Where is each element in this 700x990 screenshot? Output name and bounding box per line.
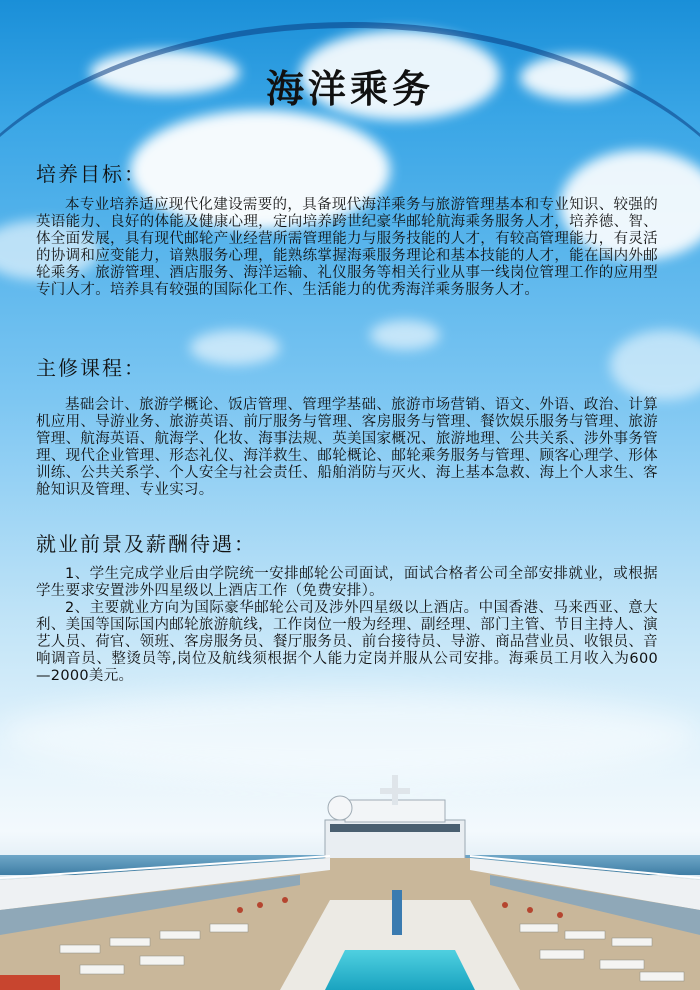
cruise-ship-image: [0, 760, 700, 990]
section-body-employment: [36, 566, 658, 685]
paragraph: 基础会计、旅游学概论、饭店管理、管理学基础、旅游市场营销、语文、外语、政治、计算机应用、导游业务、旅游英语、前厅服务与管理、客房服务与管理、餐饮娱乐服务与管理、旅游管理、航海英语、航海学、化妆、海事法规、英美国家概况、旅游地理、公共关系、涉外事务管理、现代企业管理、形态礼仪、海洋救生、邮轮概论、邮轮乘务服务与管理、顾客心理学、形体训练、公共关系学、个人安全与社会责任、船舶消防与灭火、海上基本急救、海上个人求生、客舱知识及管理、专业实习。: [36, 397, 658, 498]
section-heading-courses: 主修课程：: [36, 356, 146, 380]
section-body-courses: [36, 397, 658, 499]
section-heading-employment: 就业前景及薪酬待遇：: [36, 532, 256, 556]
paragraph: 本专业培养适应现代化建设需要的，具备现代海洋乘务与旅游管理基本和专业知识、较强的英语能力、良好的体能及健康心理，定向培养跨世纪豪华邮轮航海乘务服务人才，培养德、智、体全面发展，具有现代邮轮产业经营所需管理能力与服务技能的人才，有较高管理能力，有灵活的协调和应变能力，谙熟服务心理，能熟练掌握海乘服务理论和基本技能的人才，能在国内外邮轮乘务、旅游管理、酒店服务、海洋运输、礼仪服务等相关行业从事一线岗位管理工作的应用型专门人才。培养具有较强的国际化工作、生活能力的优秀海洋乘务服务人才。: [36, 197, 658, 298]
paragraph: 1、学生完成学业后由学院统一安排邮轮公司面试，面试合格者公司全部安排就业，或根据学生要求安置涉外四星级以上酒店工作（免费安排）。: [36, 566, 658, 599]
section-body-goals: [36, 197, 658, 299]
cloud: [370, 320, 440, 350]
section-heading-goals: 培养目标：: [36, 162, 146, 186]
page-title: 海洋乘务: [265, 67, 434, 111]
cloud: [190, 330, 280, 365]
paragraph: 2、主要就业方向为国际豪华邮轮公司及涉外四星级以上酒店。中国香港、马来西亚、意大利、美国等国际国内邮轮旅游航线，工作岗位一般为经理、副经理、部门主管、节目主持人、演艺人员、荷官、领班、客房服务员、餐厅服务员、前台接待员、导游、商品营业员、收银员、音响调音员、整烫员等,岗位及航线须根据个人能力定岗并服从公司安排。海乘员工月收入为600—2000美元。: [36, 600, 658, 684]
cloud: [610, 330, 700, 400]
